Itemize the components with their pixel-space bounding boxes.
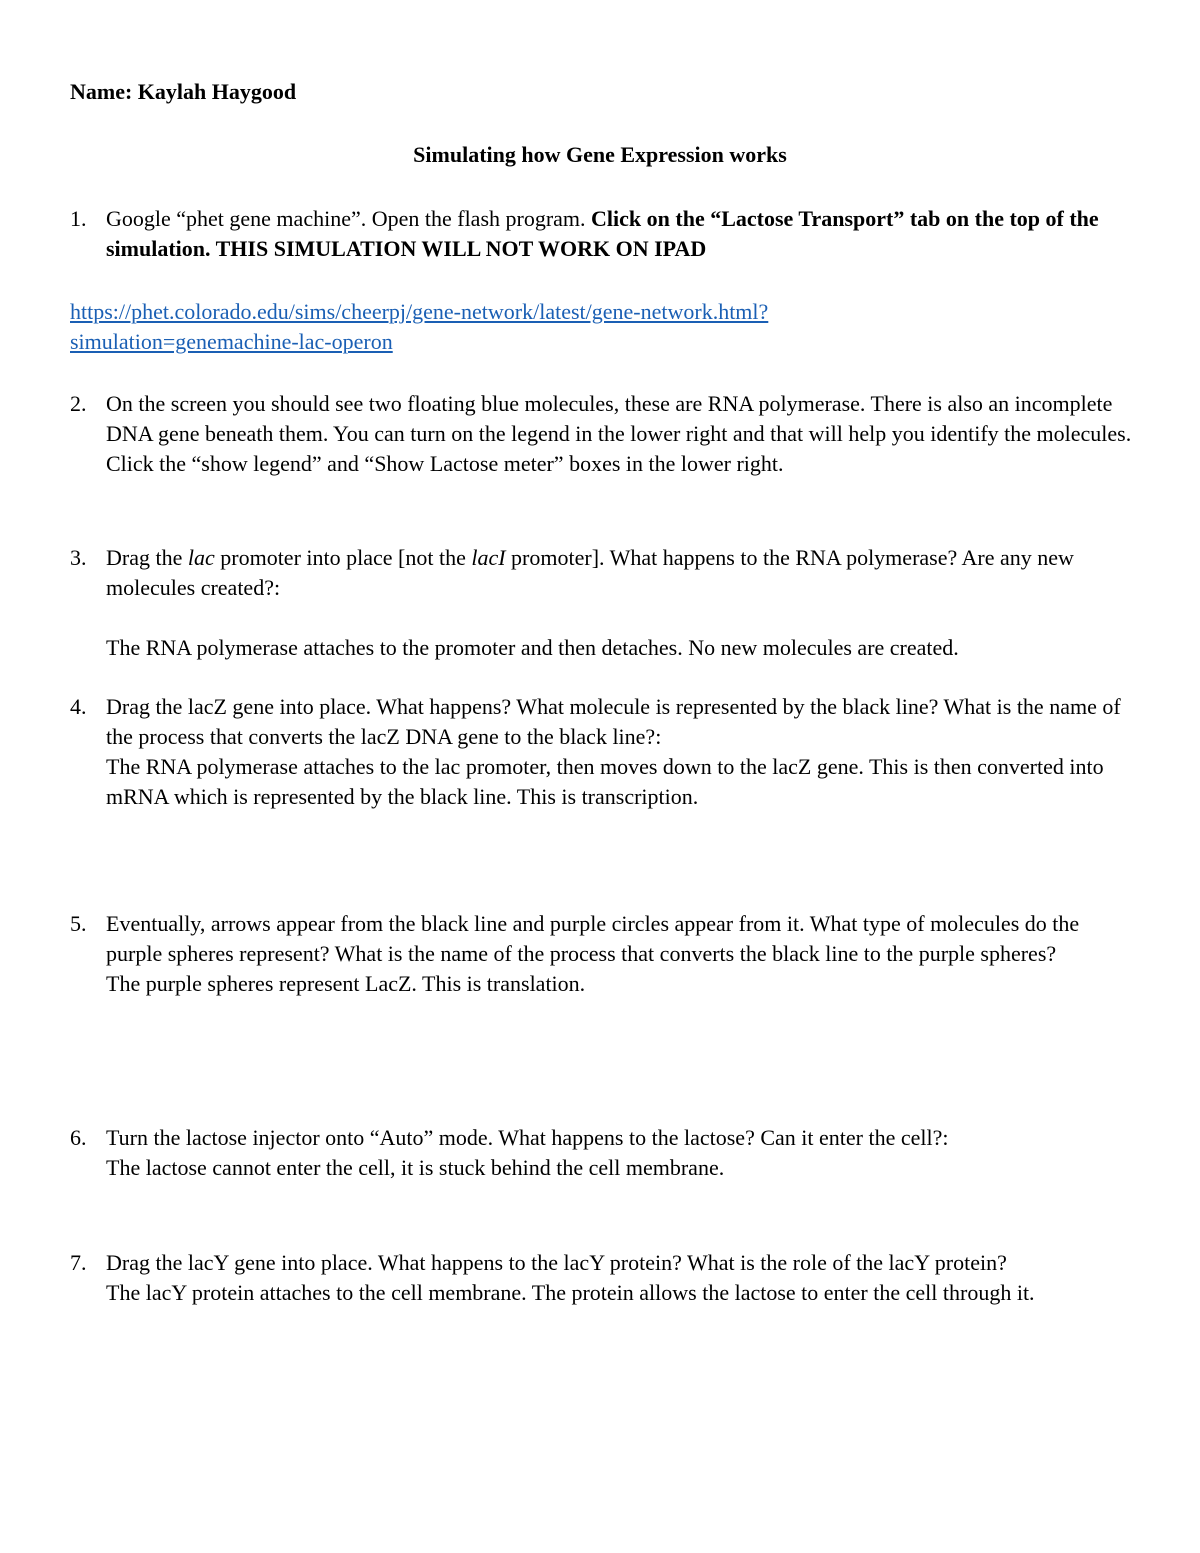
question-part: promoter]. What happens to the RNA polymerase? Are any new molecules created?:: [106, 545, 1074, 600]
question-text: [106, 1123, 1136, 1183]
question-number: 3.: [70, 545, 87, 570]
question-number: 5.: [70, 911, 87, 936]
link-line-1[interactable]: https://phet.colorado.edu/sims/cheerpj/gene-network/latest/gene-network.html?: [70, 299, 769, 324]
question-text: [106, 204, 1136, 264]
question-text: [106, 692, 1136, 812]
link-line-2[interactable]: simulation=genemachine-lac-operon: [70, 329, 393, 354]
question-text: [106, 543, 1136, 663]
question-number: 1.: [70, 206, 87, 231]
answer-text: The lactose cannot enter the cell, it is stuck behind the cell membrane.: [106, 1155, 725, 1180]
question-text: [106, 909, 1136, 999]
question-text: [106, 1248, 1136, 1308]
answer-text: The purple spheres represent LacZ. This is translation.: [106, 971, 586, 996]
answer-text: The lacY protein attaches to the cell membrane. The protein allows the lactose to enter the cell through it.: [106, 1280, 1035, 1305]
question-number: 2.: [70, 391, 87, 416]
question-body: Drag the lacZ gene into place. What happens? What molecule is represented by the black line? What is the name of the process that converts the lacZ DNA gene to the black line?:: [106, 694, 1121, 749]
question-body: Drag the lacY gene into place. What happens to the lacY protein? What is the role of the lacY protein?: [106, 1250, 1007, 1275]
question-part: Drag the: [106, 545, 188, 570]
student-name: Name: Kaylah Haygood: [70, 79, 297, 104]
question-italic: lacI: [471, 545, 506, 570]
question-body: Turn the lactose injector onto “Auto” mode. What happens to the lactose? Can it enter the cell?:: [106, 1125, 949, 1150]
simulation-link[interactable]: [70, 297, 768, 357]
question-number: 7.: [70, 1250, 87, 1275]
question-number: 4.: [70, 694, 87, 719]
question-italic: lac: [187, 545, 215, 570]
ipad-warning: THIS SIMULATION WILL NOT WORK ON IPAD: [210, 236, 707, 261]
question-text: On the screen you should see two floating blue molecules, these are RNA polymerase. There is also an incomplete DNA gene beneath them. You can turn on the legend in the lower right and that will help you identify the molecules. Click the “show legend” and “Show Lactose meter” boxes in the lower right.: [106, 391, 1132, 476]
instruction-text: Google “phet gene machine”. Open the flash program.: [106, 206, 592, 231]
question-part: promoter into place [not the: [214, 545, 472, 570]
question-body: Eventually, arrows appear from the black line and purple circles appear from it. What type of molecules do the purple spheres represent? What is the name of the process that converts the black line to the purple spheres?: [106, 911, 1080, 966]
instruction-bold: Click on the “Lactose Transport” tab on the top of the simulation.: [106, 206, 1099, 261]
document-title: Simulating how Gene Expression works: [413, 142, 787, 167]
question-number: 6.: [70, 1125, 87, 1150]
answer-text: The RNA polymerase attaches to the lac promoter, then moves down to the lacZ gene. This is then converted into mRNA which is represented by the black line. This is transcription.: [106, 754, 1104, 809]
answer-text: The RNA polymerase attaches to the promoter and then detaches. No new molecules are created.: [106, 635, 959, 660]
